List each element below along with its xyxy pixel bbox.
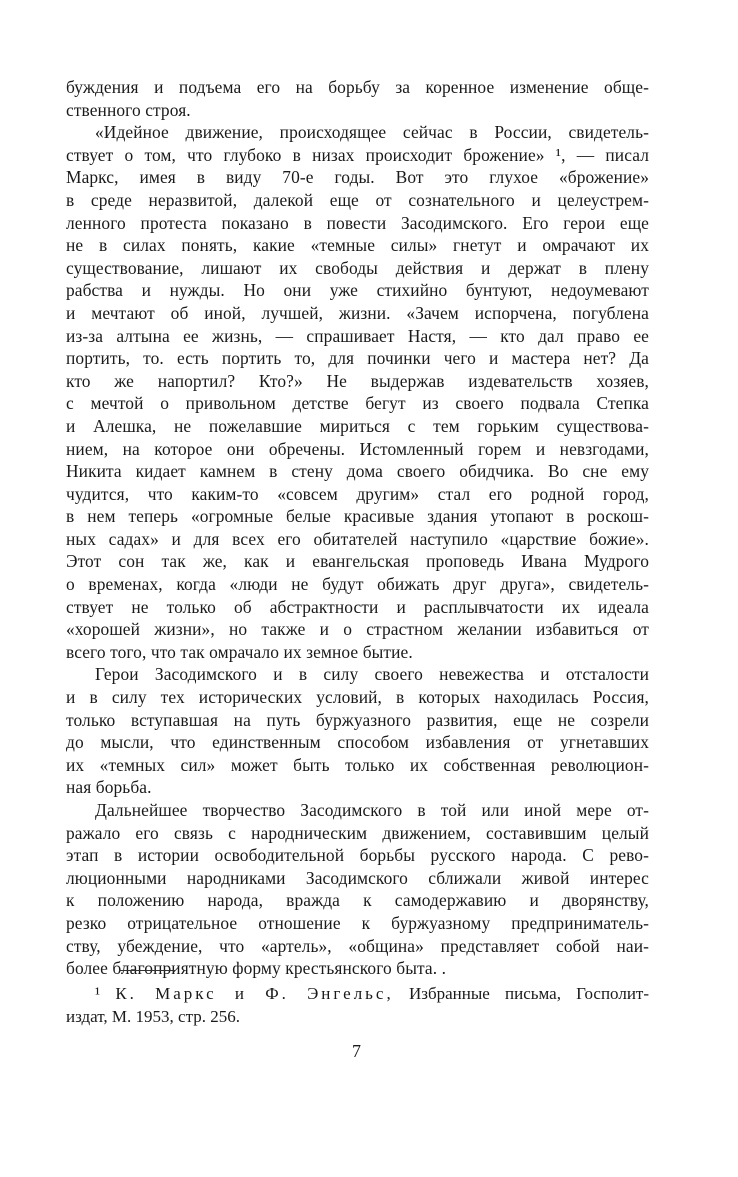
text-line: до мысли, что единственным способом избавления от угнетавших	[66, 732, 649, 753]
text-line: только вступавшая на путь буржуазного развития, еще не созрели	[66, 709, 649, 730]
text-line: рабства и нужды. Но они уже стихийно бунтуют, недоумевают	[66, 280, 649, 301]
text-line: о временах, когда «люди не будут обижать друг друга», свидетель-	[66, 574, 649, 595]
text-line: портить, то. есть портить то, для починки чего и мастера нет? Да	[66, 348, 649, 369]
text-line: Маркс, имея в виду 70-е годы. Вот это глухое «брожение»	[66, 167, 649, 188]
text-line: Этот сон так же, как и евангельская проповедь Ивана Мудрого	[66, 551, 649, 572]
text-line: существование, лишают их свободы действия и держат в плену	[66, 257, 649, 278]
text-line: ная борьба.	[66, 777, 152, 798]
text-line: ных садах» и для всех его обитателей наступило «царствие божие».	[66, 528, 649, 549]
text-line: Дальнейшее творчество Засодимского в той или иной мере от-	[95, 800, 649, 820]
text-line: их «темных сил» может быть только их собственная революцион-	[66, 754, 649, 775]
footnote-authors: К. Маркс и Ф. Энгельс,	[115, 984, 394, 1003]
text-line: всего того, что так омрачало их земное бытие.	[66, 641, 413, 662]
text-line: ственного строя.	[66, 99, 191, 120]
footnote-source: Избранные письма, Госполит-	[408, 984, 650, 1003]
text-line: «Идейное движение, происходящее сейчас в России, свидетель-	[95, 122, 649, 143]
page-number: 7	[352, 1041, 361, 1061]
text-line: более благоприятную форму крестьянского быта. .	[66, 958, 447, 979]
text-line: ражало его связь с народническим движением, составившим целый	[66, 822, 649, 843]
text-line: люционными народниками Засодимского сближали живой интерес	[66, 867, 649, 888]
text-line: резко отрицательное отношение к буржуазному предприниматель-	[66, 912, 649, 933]
paragraph	[66, 799, 649, 980]
text-line: ствует о том, что глубоко в низах происходит брожение» ¹, — писал	[66, 144, 649, 165]
paragraph	[66, 663, 649, 799]
text-line: в среде неразвитой, далекой еще от сознательного и целеустрем-	[66, 189, 649, 210]
text-line: к положению народа, вражда к самодержавию и дворянству,	[66, 890, 649, 911]
text-line: не в силах понять, какие «темные силы» гнетут и омрачают их	[66, 235, 649, 256]
text-line: и мечтают об иной, лучшей, жизни. «Зачем испорчена, погублена	[66, 302, 649, 323]
text-line: ленного протеста показано в повести Засодимского. Его герои еще	[66, 212, 649, 233]
footnote	[66, 983, 649, 1028]
text-line: Герои Засодимского и в силу своего невежества и отсталости	[95, 664, 649, 685]
footnote-separator	[119, 970, 175, 971]
text-line: с мечтой о привольном детстве бегут из своего подвала Степка	[66, 393, 649, 414]
footnote-marker: ¹	[95, 984, 101, 1003]
text-line: и Алешка, не пожелавшие мириться с тем горьким существова-	[66, 415, 649, 436]
text-line: ствует не только об абстрактности и расплывчатости их идеала	[66, 596, 649, 617]
text-line: «хорошей жизни», но также и о страстном желании избавиться от	[66, 619, 649, 640]
paragraph	[66, 121, 649, 663]
text-line: нием, на которое они обречены. Истомленный горем и невзгодами,	[66, 438, 649, 459]
footnote-line	[66, 983, 649, 1006]
text-line: из-за алтына ее жизнь, — спрашивает Настя, — кто дал право ее	[66, 325, 649, 346]
text-line: буждения и подъема его на борьбу за коренное изменение обще-	[66, 77, 649, 97]
text-line: и в силу тех исторических условий, в которых находилась Россия,	[66, 687, 649, 708]
paragraph	[66, 76, 649, 121]
text-line: Никита кидает камнем в стену дома своего обидчика. Во сне ему	[66, 461, 649, 482]
body-text	[66, 76, 649, 980]
text-line: кто же напортил? Кто?» Не выдержав издевательств хозяев,	[66, 370, 649, 391]
text-line: чудится, что каким-то «совсем другим» стал его родной город,	[66, 483, 649, 504]
text-line: в нем теперь «огромные белые красивые здания утопают в роскош-	[66, 506, 649, 527]
text-line: этап в истории освободительной борьбы русского народа. С рево-	[66, 845, 649, 866]
footnote-line: издат, М. 1953, стр. 256.	[66, 1006, 240, 1026]
text-line: ству, убеждение, что «артель», «община» представляет собой наи-	[66, 935, 649, 956]
